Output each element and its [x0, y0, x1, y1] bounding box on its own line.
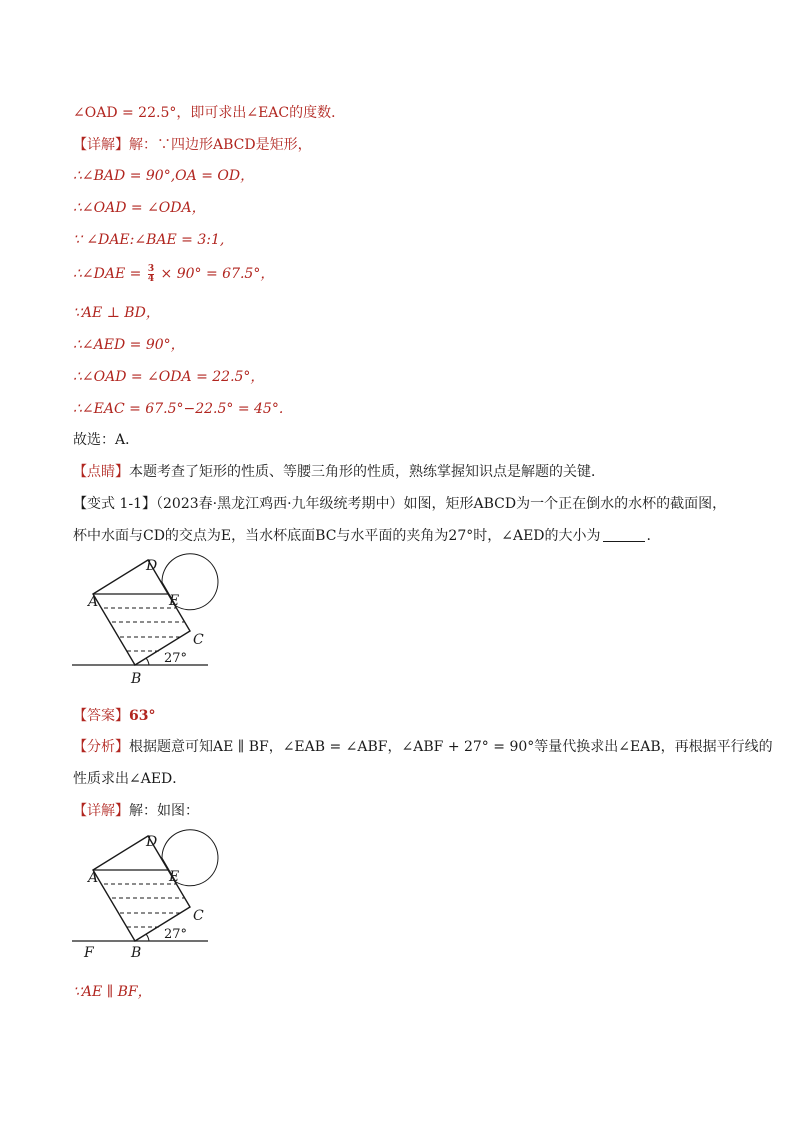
text-line: 性质求出∠AED．	[73, 771, 187, 787]
water-dashes	[104, 884, 184, 927]
geometry-figure-2	[60, 828, 230, 963]
math-line	[73, 264, 274, 284]
text-span: 根据题意可知AE ∥ BF，∠EAB = ∠ABF，∠ABF + 27° = 90°等量代换求出∠EAB，再根据平行线的	[129, 739, 773, 755]
math-line: ∴∠BAD = 90°,OA = OD，	[73, 168, 255, 184]
angle-label-27: 27°	[164, 927, 188, 942]
text-span: .	[646, 528, 651, 544]
point-label-e: E	[169, 593, 180, 609]
section-tag-detail: 【详解】	[73, 803, 129, 819]
math-line: ∴∠AED = 90°，	[73, 337, 185, 353]
text-line	[73, 462, 605, 482]
text-line: ∠OAD = 22.5°，即可求出∠EAC的度数．	[73, 105, 346, 121]
point-label-d: D	[146, 558, 158, 574]
math-line: ∴∠OAD = ∠ODA = 22.5°，	[73, 369, 265, 385]
math-line: ∴∠OAD = ∠ODA，	[73, 200, 206, 216]
text-span: 杯中水面与CD的交点为E，当水杯底面BC与水平面的夹角为27°时，∠AED的大小为	[73, 528, 601, 544]
answer-value: 63°	[129, 708, 156, 724]
point-label-a: A	[88, 594, 99, 610]
text-span: 本题考查了矩形的性质、等腰三角形的性质，熟练掌握知识点是解题的关键．	[129, 464, 605, 480]
text-span: （2023春·黑龙江鸡西·九年级统考期中）如图，矩形ABCD为一个正在倒水的水杯的截面图，	[156, 496, 727, 512]
text-span: × 90° = 67.5°，	[156, 266, 275, 282]
text-span: 解：如图：	[129, 803, 199, 819]
section-tag-answer: 【答案】	[73, 708, 129, 724]
text-line	[73, 706, 155, 726]
section-tag-comment: 【点睛】	[73, 464, 129, 480]
text-line	[73, 526, 651, 546]
text-line	[73, 801, 199, 821]
water-dashes	[104, 608, 184, 651]
angle-arc-27	[146, 934, 149, 941]
text-line	[73, 494, 726, 514]
math-line: ∵AE ∥ BF，	[73, 984, 152, 1000]
point-label-c: C	[193, 632, 204, 648]
point-label-c: C	[193, 908, 204, 924]
fraction-denominator: 4	[147, 273, 155, 284]
section-tag-variant: 【变式 1-1】	[73, 496, 156, 512]
math-line: ∵AE ⊥ BD，	[73, 305, 160, 321]
point-label-a: A	[88, 870, 99, 886]
fraction	[148, 265, 154, 284]
math-line: ∴∠EAC = 67.5°−22.5° = 45°.	[73, 401, 284, 417]
angle-label-27: 27°	[164, 651, 188, 666]
rectangle-abcd	[93, 560, 190, 665]
text-span: ∴∠DAE =	[73, 266, 146, 282]
answer-blank	[603, 527, 645, 542]
angle-arc-27	[146, 658, 149, 665]
section-tag-analysis: 【分析】	[73, 739, 129, 755]
geometry-figure-1	[60, 552, 230, 687]
point-label-b: B	[131, 945, 142, 961]
text-line	[73, 737, 773, 757]
point-label-f: F	[84, 945, 94, 961]
text-line	[73, 135, 312, 155]
text-line: 故选：A．	[73, 432, 140, 448]
math-line: ∵ ∠DAE:∠BAE = 3:1,	[73, 232, 225, 248]
point-label-e: E	[169, 869, 180, 885]
point-label-d: D	[146, 834, 158, 850]
section-tag-detail: 【详解】	[73, 137, 129, 153]
point-label-b: B	[131, 671, 142, 687]
text-span: 解：∵四边形ABCD是矩形，	[129, 137, 312, 153]
rectangle-abcd	[93, 836, 190, 941]
fraction-numerator: 3	[147, 263, 155, 274]
